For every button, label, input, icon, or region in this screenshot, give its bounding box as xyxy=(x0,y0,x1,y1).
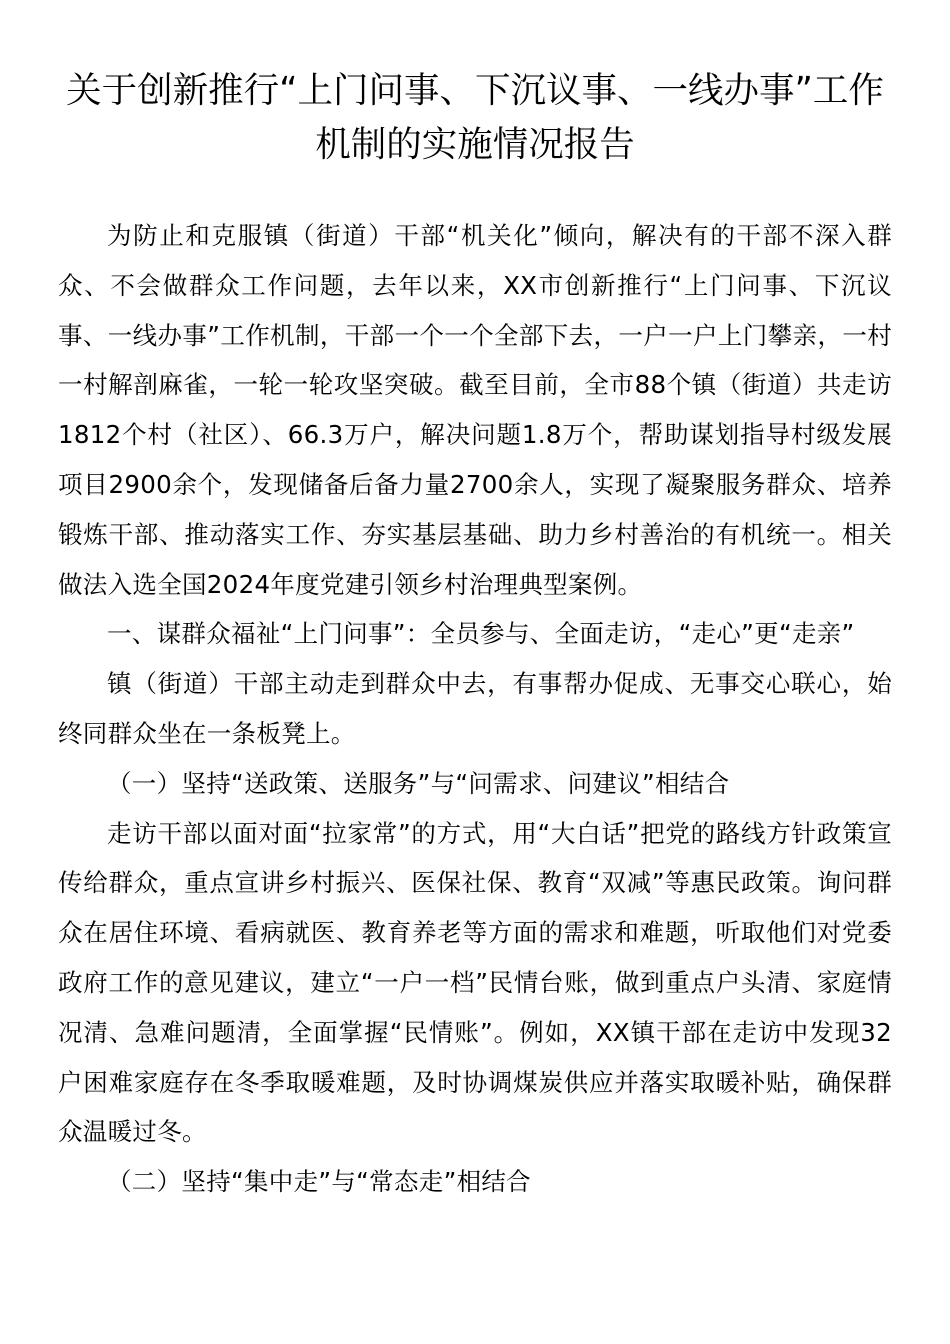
document-title: 关于创新推行“上门问事、下沉议事、一线办事”工作机制的实施情况报告 xyxy=(66,70,884,165)
subsection-heading-1: （一）坚持“送政策、送服务”与“问需求、问建议”相结合 xyxy=(107,768,730,798)
subsection-heading-2: （二）坚持“集中走”与“常态走”相结合 xyxy=(107,1167,531,1197)
section-heading-1: 一、谋群众福祉“上门问事”：全员参与、全面走访，“走心”更“走亲” xyxy=(107,619,855,649)
intro-paragraph: 为防止和克服镇（街道）干部“机关化”倾向，解决有的干部不深入群众、不会做群众工作问题，去年以来，XX市创新推行“上门问事、下沉议事、一线办事”工作机制，干部一个一个全部下去，一户一户上门攀亲，一村一村解剖麻雀，一轮一轮攻坚突破。截至目前，全市88个镇（街道）共走访1812个村（社区）、66.3万户，解决问题1.8万个，帮助谋划指导村级发展项目2900余个，发现储备后备力量2700余人，实现了凝聚服务群众、培养锻炼干部、推动落实工作、夯实基层基础、助力乡村善治的有机统一。相关做法入选全国2024年度党建引领乡村治理典型案例。 xyxy=(58,221,892,599)
section-1-paragraph: 镇（街道）干部主动走到群众中去，有事帮办促成、无事交心联心，始终同群众坐在一条板凳上。 xyxy=(58,669,892,748)
subsection-1-paragraph: 走访干部以面对面“拉家常”的方式，用“大白话”把党的路线方针政策宣传给群众，重点宣讲乡村振兴、医保社保、教育“双减”等惠民政策。询问群众在居住环境、看病就医、教育养老等方面的需求和难题，听取他们对党委政府工作的意见建议，建立“一户一档”民情台账，做到重点户头清、家庭情况清、急难问题清，全面掌握“民情账”。例如，XX镇干部在走访中发现32户困难家庭存在冬季取暖难题，及时协调煤炭供应并落实取暖补贴，确保群众温暖过冬。 xyxy=(58,818,892,1147)
document-body xyxy=(58,211,892,1207)
